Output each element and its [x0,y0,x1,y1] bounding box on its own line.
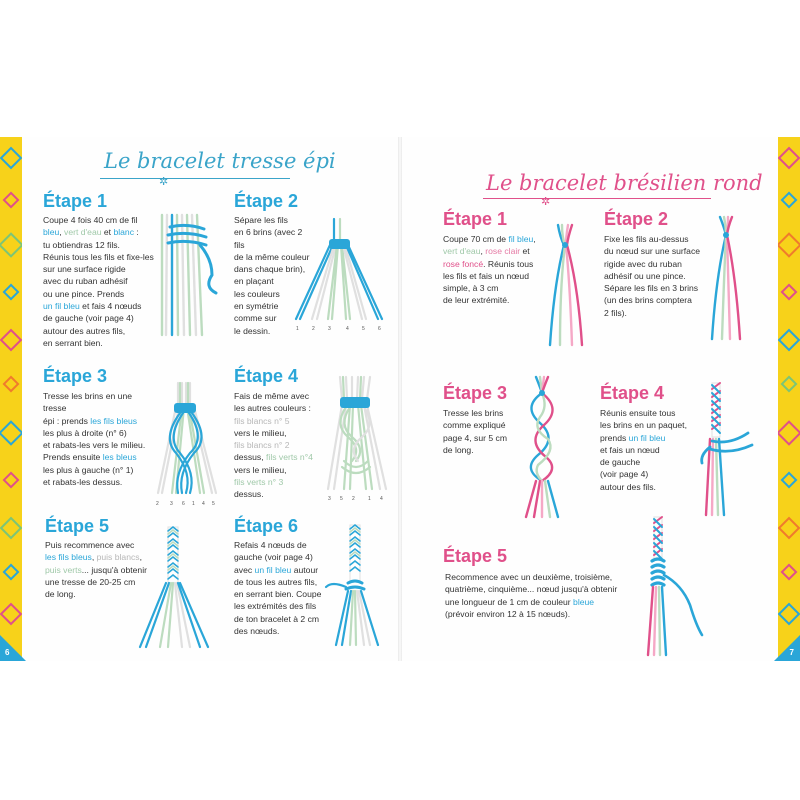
left-step-6-heading: Étape 6 [234,516,299,536]
text-line: Tresse les brins [443,408,504,418]
text-line: prends un fil bleu [600,432,666,443]
star-icon: ✲ [159,176,169,188]
text-line: les plus à droite (n° 6) [43,427,127,438]
svg-text:3: 3 [328,326,331,332]
text-line: dessus, fils verts n°4 [234,452,313,463]
text-line: Sépare les fils [234,215,288,225]
left-step-4-text [234,390,320,501]
right-step-2-illustration [706,217,746,345]
step-2-illustration [290,219,390,333]
text-line: les autres couleurs : [234,403,311,414]
svg-text:3: 3 [328,496,331,502]
text-line: (prévoir environ 12 à 15 nœuds). [445,608,571,619]
star-icon: ✲ [541,196,551,208]
right-step-1-heading: Étape 1 [443,209,508,229]
text-line: les fils bleus, puis blancs, [45,552,142,563]
text-line: quatrième, cinquième... nœud jusqu'à obtenir [445,584,618,595]
text-line: fils blancs n° 2 [234,440,290,451]
text-line: en 6 brins (avec 2 fils [234,227,303,250]
geometric-pattern-left [0,137,22,661]
text-line: (voir page 4) [600,469,649,480]
left-step-3-heading: Étape 3 [43,366,108,386]
svg-text:5: 5 [340,496,343,502]
text-line: page 4, sur 5 cm [443,432,508,443]
text-line: sur une surface rigide [43,264,126,275]
right-page-title: Le bracelet brésilien rond [486,171,763,195]
text-line: une longueur de 1 cm de couleur bleue [445,596,595,607]
right-step-3-illustration [512,377,572,519]
text-line: les brins en un paquet, [600,420,687,431]
text-line: Sépare les fils en 3 brins [604,283,699,294]
right-step-4-heading: Étape 4 [600,383,665,403]
step-3-illustration [152,383,224,511]
text-line: dessus. [234,489,264,500]
text-line: (un des brins comptera [604,295,692,306]
svg-text:6: 6 [182,501,185,507]
left-step-2-heading: Étape 2 [234,191,299,211]
page-number-left: 6 [5,648,10,657]
text-line: autour des fils. [600,481,656,492]
right-step-4-text [600,407,696,493]
svg-text:1: 1 [192,501,195,507]
right-step-1-illustration [540,225,590,351]
text-line: Réunis tous les fils et fixe-les [43,251,154,262]
text-line: des nœuds. [234,626,280,637]
text-line: rigide avec du ruban [604,258,682,269]
right-step-5-illustration [632,515,732,659]
text-line: ou une pince. Prends [43,288,125,299]
text-line: en symétrie [234,301,279,312]
svg-text:4: 4 [380,496,383,502]
svg-text:3: 3 [170,501,173,507]
text-line: gauche (voir page 4) [234,552,313,563]
text-line: Recommence avec un deuxième, troisième, [445,572,613,582]
text-line: en plaçant [234,276,274,287]
svg-text:4: 4 [202,501,205,507]
svg-text:2: 2 [352,496,355,502]
left-step-4-heading: Étape 4 [234,366,299,386]
right-step-5-heading: Étape 5 [443,546,508,566]
step-6-illustration [322,521,392,649]
step-4-illustration [322,377,394,505]
svg-text:5: 5 [212,501,215,507]
book-gutter [398,137,402,661]
right-pattern-band [778,137,800,661]
left-pattern-band [0,137,22,661]
text-line: du nœud sur une surface [604,246,701,257]
page-number-right: 7 [789,648,794,657]
text-line: de long. [443,444,474,455]
text-line: Réunis ensuite tous [600,408,676,418]
left-title-underline [100,178,290,179]
text-line: avec du ruban adhésif [43,276,128,287]
text-line: Fixe les fils au-dessus [604,234,689,244]
text-line: comme expliqué [443,420,506,431]
text-line: de la même couleur [234,251,310,262]
strand-numbers [296,326,381,332]
text-line: Coupe 4 fois 40 cm de fil [43,215,138,225]
text-line: rose foncé. Réunis tous [443,258,534,269]
left-step-1-heading: Étape 1 [43,191,108,211]
left-step-1-text [43,214,155,349]
right-title-underline [483,198,711,199]
right-step-2-heading: Étape 2 [604,209,669,229]
text-line: adhésif ou une pince. [604,270,686,281]
right-step-1-text [443,233,543,307]
svg-text:2: 2 [156,501,159,507]
left-step-5-heading: Étape 5 [45,516,110,536]
text-line: comme sur [234,313,277,324]
step-1-illustration [152,215,224,339]
left-page-title: Le bracelet tresse épi [104,149,336,173]
text-line: de gauche [600,457,641,468]
text-line: dans chaque brin), [234,264,306,275]
svg-text:1: 1 [368,496,371,502]
text-line: Coupe 70 cm de fil bleu, [443,234,536,244]
text-line: Tresse les brins en une tresse [43,391,133,414]
text-line: et rabats-les vers le milieu. [43,440,146,451]
text-line: fils blancs n° 5 [234,415,290,426]
text-line: tu obtiendras 12 fils. [43,239,120,250]
strand-numbers [328,496,383,502]
text-line: de leur extrémité. [443,295,510,306]
book-spread [0,137,800,661]
svg-text:5: 5 [362,326,365,332]
text-line: les plus à gauche (n° 1) [43,464,134,475]
text-line: Refais 4 nœuds de [234,540,307,550]
text-line: les extrémités des fils [234,601,317,612]
text-line: en serrant bien. [43,337,103,348]
svg-text:6: 6 [378,326,381,332]
text-line: Puis recommence avec [45,540,135,550]
right-step-3-heading: Étape 3 [443,383,508,403]
geometric-pattern-right [778,137,800,661]
text-line: les couleurs [234,288,280,299]
text-line: vers le milieu, [234,427,287,438]
page-number-corner-left [0,635,26,661]
text-line: le dessin. [234,325,271,336]
text-line: 2 fils). [604,307,627,318]
text-line: en serrant bien. Coupe [234,589,322,600]
text-line: les fils et fais un nœud [443,270,529,281]
right-step-5-text [445,571,645,620]
right-step-4-illustration [690,379,762,519]
text-line: bleu, vert d'eau et blanc : [43,227,139,238]
text-line: de long. [45,589,76,600]
text-line: une tresse de 20-25 cm [45,576,136,587]
text-line: de tous les autres fils, [234,576,318,587]
page-number-corner-right [774,635,800,661]
text-line: vers le milieu, [234,464,287,475]
text-line: autour des autres fils, [43,325,126,336]
text-line: épi : prends les fils bleus [43,415,138,426]
text-line: puis verts... jusqu'à obtenir [45,564,147,575]
text-line: Prends ensuite les bleus [43,452,137,463]
text-line: simple, à 3 cm [443,283,499,294]
left-step-6-text [234,539,326,637]
right-step-2-text [604,233,708,319]
svg-text:1: 1 [296,326,299,332]
text-line: et rabats-les dessus. [43,477,123,488]
step-5-illustration [130,523,222,649]
text-line: et fais un nœud [600,444,660,455]
svg-text:4: 4 [346,326,349,332]
svg-text:2: 2 [312,326,315,332]
text-line: de gauche (voir page 4) [43,313,134,324]
text-line: Fais de même avec [234,391,309,401]
left-step-3-text [43,390,155,488]
strand-numbers [156,501,215,507]
text-line: de ton bracelet à 2 cm [234,613,320,624]
text-line: avec un fil bleu autour [234,564,319,575]
text-line: fils verts n° 3 [234,477,284,488]
text-line: un fil bleu et fais 4 nœuds [43,301,142,312]
text-line: vert d'eau, rose clair et [443,246,530,257]
